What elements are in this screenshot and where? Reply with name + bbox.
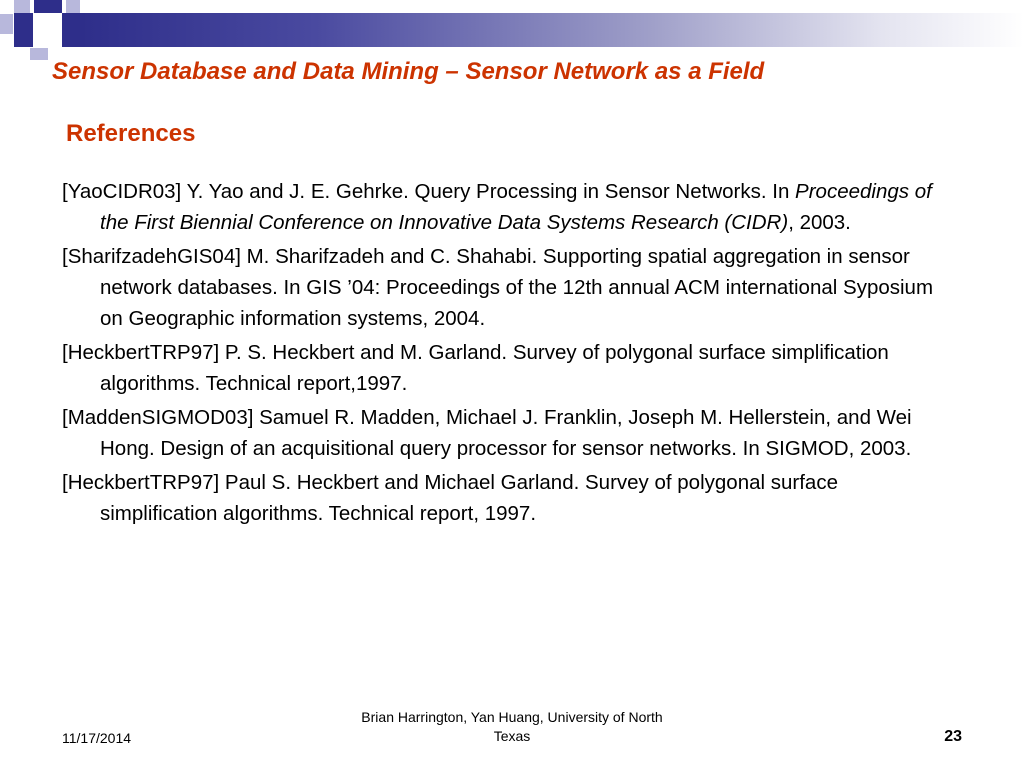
footer-date: 11/17/2014 (62, 730, 132, 746)
corner-square-decoration (34, 0, 62, 13)
reference-text: [HeckbertTRP97] Paul S. Heckbert and Michael Garland. Survey of polygonal surface simplification algorithms. Technical report, 1997. (62, 471, 838, 525)
reference-text: [YaoCIDR03] Y. Yao and J. E. Gehrke. Query Processing in Sensor Networks. In (62, 180, 796, 203)
section-heading: References (66, 120, 196, 147)
page-number: 23 (944, 728, 962, 745)
reference-item (62, 176, 952, 238)
reference-list (62, 176, 952, 532)
corner-square-decoration (14, 13, 33, 47)
corner-square-decoration (66, 0, 80, 13)
reference-text-end: , 2003. (788, 211, 851, 234)
title-gradient-bar (80, 13, 1024, 47)
reference-text: [SharifzadehGIS04] M. Sharifzadeh and C. Shahabi. Supporting spatial aggregation in sensor network databases. In GIS ’04: Proceedings of the 12th annual ACM international Syposium on Geographic information systems, 2004. (62, 245, 934, 330)
reference-venue-italic: Proceedings of the First Biennial Conference on Innovative Data Systems Research (CIDR) (100, 180, 932, 234)
footer-authors: Brian Harrington, Yan Huang, University of North Texas (361, 709, 663, 744)
corner-square-decoration (0, 14, 13, 34)
reference-item (62, 337, 952, 399)
corner-square-decoration (14, 0, 30, 13)
corner-square-decoration (34, 13, 62, 47)
corner-square-decoration (30, 48, 48, 60)
slide-title: Sensor Database and Data Mining – Sensor Network as a Field (52, 58, 765, 85)
reference-text: [MaddenSIGMOD03] Samuel R. Madden, Michael J. Franklin, Joseph M. Hellerstein, and Wei Hong. Design of an acquisitional query processor for sensor networks. In SIGMOD, 2003. (62, 406, 912, 460)
reference-item (62, 467, 952, 529)
corner-square-decoration (62, 13, 80, 47)
reference-item (62, 402, 952, 464)
reference-item (62, 241, 952, 334)
reference-text: [HeckbertTRP97] P. S. Heckbert and M. Garland. Survey of polygonal surface simplification algorithms. Technical report,1997. (62, 341, 889, 395)
